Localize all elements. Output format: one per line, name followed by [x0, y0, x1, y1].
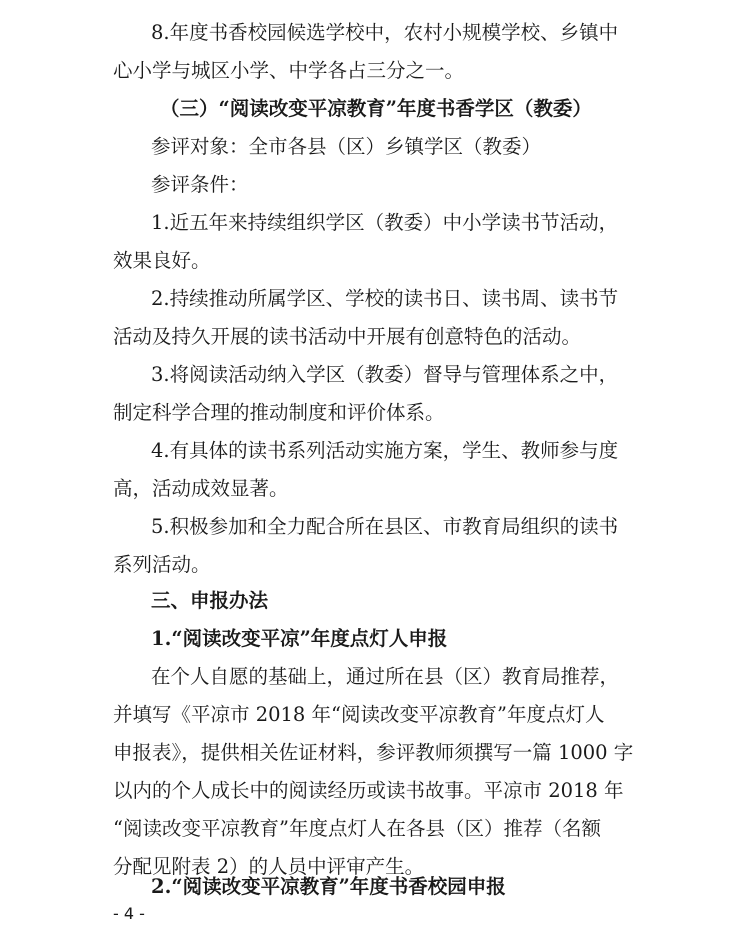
section-heading: 三、申报办法 [151, 589, 269, 612]
subsection-heading: 2.“阅读改变平凉教育”年度书香校园申报 [151, 875, 506, 898]
text-line: 活动及持久开展的读书活动中开展有创意特色的活动。 [113, 325, 582, 348]
page-number: - 4 - [113, 904, 145, 923]
text-line: 4.有具体的读书系列活动实施方案，学生、教师参与度 [151, 439, 619, 462]
text-line: 并填写《平凉市 2018 年“阅读改变平凉教育”年度点灯人 [113, 703, 605, 726]
text-line: 心小学与城区小学、中学各占三分之一。 [113, 59, 465, 82]
text-line: 参评对象：全市各县（区）乡镇学区（教委） [151, 135, 542, 158]
text-line: 效果良好。 [113, 249, 211, 272]
text-line: 8.年度书香校园候选学校中，农村小规模学校、乡镇中 [151, 21, 619, 44]
text-line: 高，活动成效显著。 [113, 477, 289, 500]
text-line: 1.近五年来持续组织学区（教委）中小学读书节活动， [151, 211, 619, 234]
text-line: 2.持续推动所属学区、学校的读书日、读书周、读书节 [151, 287, 619, 310]
text-line: 系列活动。 [113, 553, 211, 576]
text-line: 3.将阅读活动纳入学区（教委）督导与管理体系之中， [151, 363, 619, 386]
text-line: 参评条件： [151, 173, 249, 196]
text-line: 以内的个人成长中的阅读经历或读书故事。平凉市 2018 年 [113, 779, 624, 802]
text-line: 制定科学合理的推动制度和评价体系。 [113, 401, 445, 424]
section-heading: （三）“阅读改变平凉教育”年度书香学区（教委） [160, 97, 592, 120]
text-line: 在个人自愿的基础上，通过所在县（区）教育局推荐， [151, 665, 620, 688]
text-line: 申报表》，提供相关佐证材料，参评教师须撰写一篇 1000 字 [113, 741, 634, 764]
subsection-heading: 1.“阅读改变平凉”年度点灯人申报 [151, 627, 448, 650]
text-line: 5.积极参加和全力配合所在县区、市教育局组织的读书 [151, 515, 619, 538]
text-line: 分配见附表 2）的人员中评审产生。 [113, 855, 425, 878]
text-line: “阅读改变平凉教育”年度点灯人在各县（区）推荐（名额 [113, 817, 601, 840]
